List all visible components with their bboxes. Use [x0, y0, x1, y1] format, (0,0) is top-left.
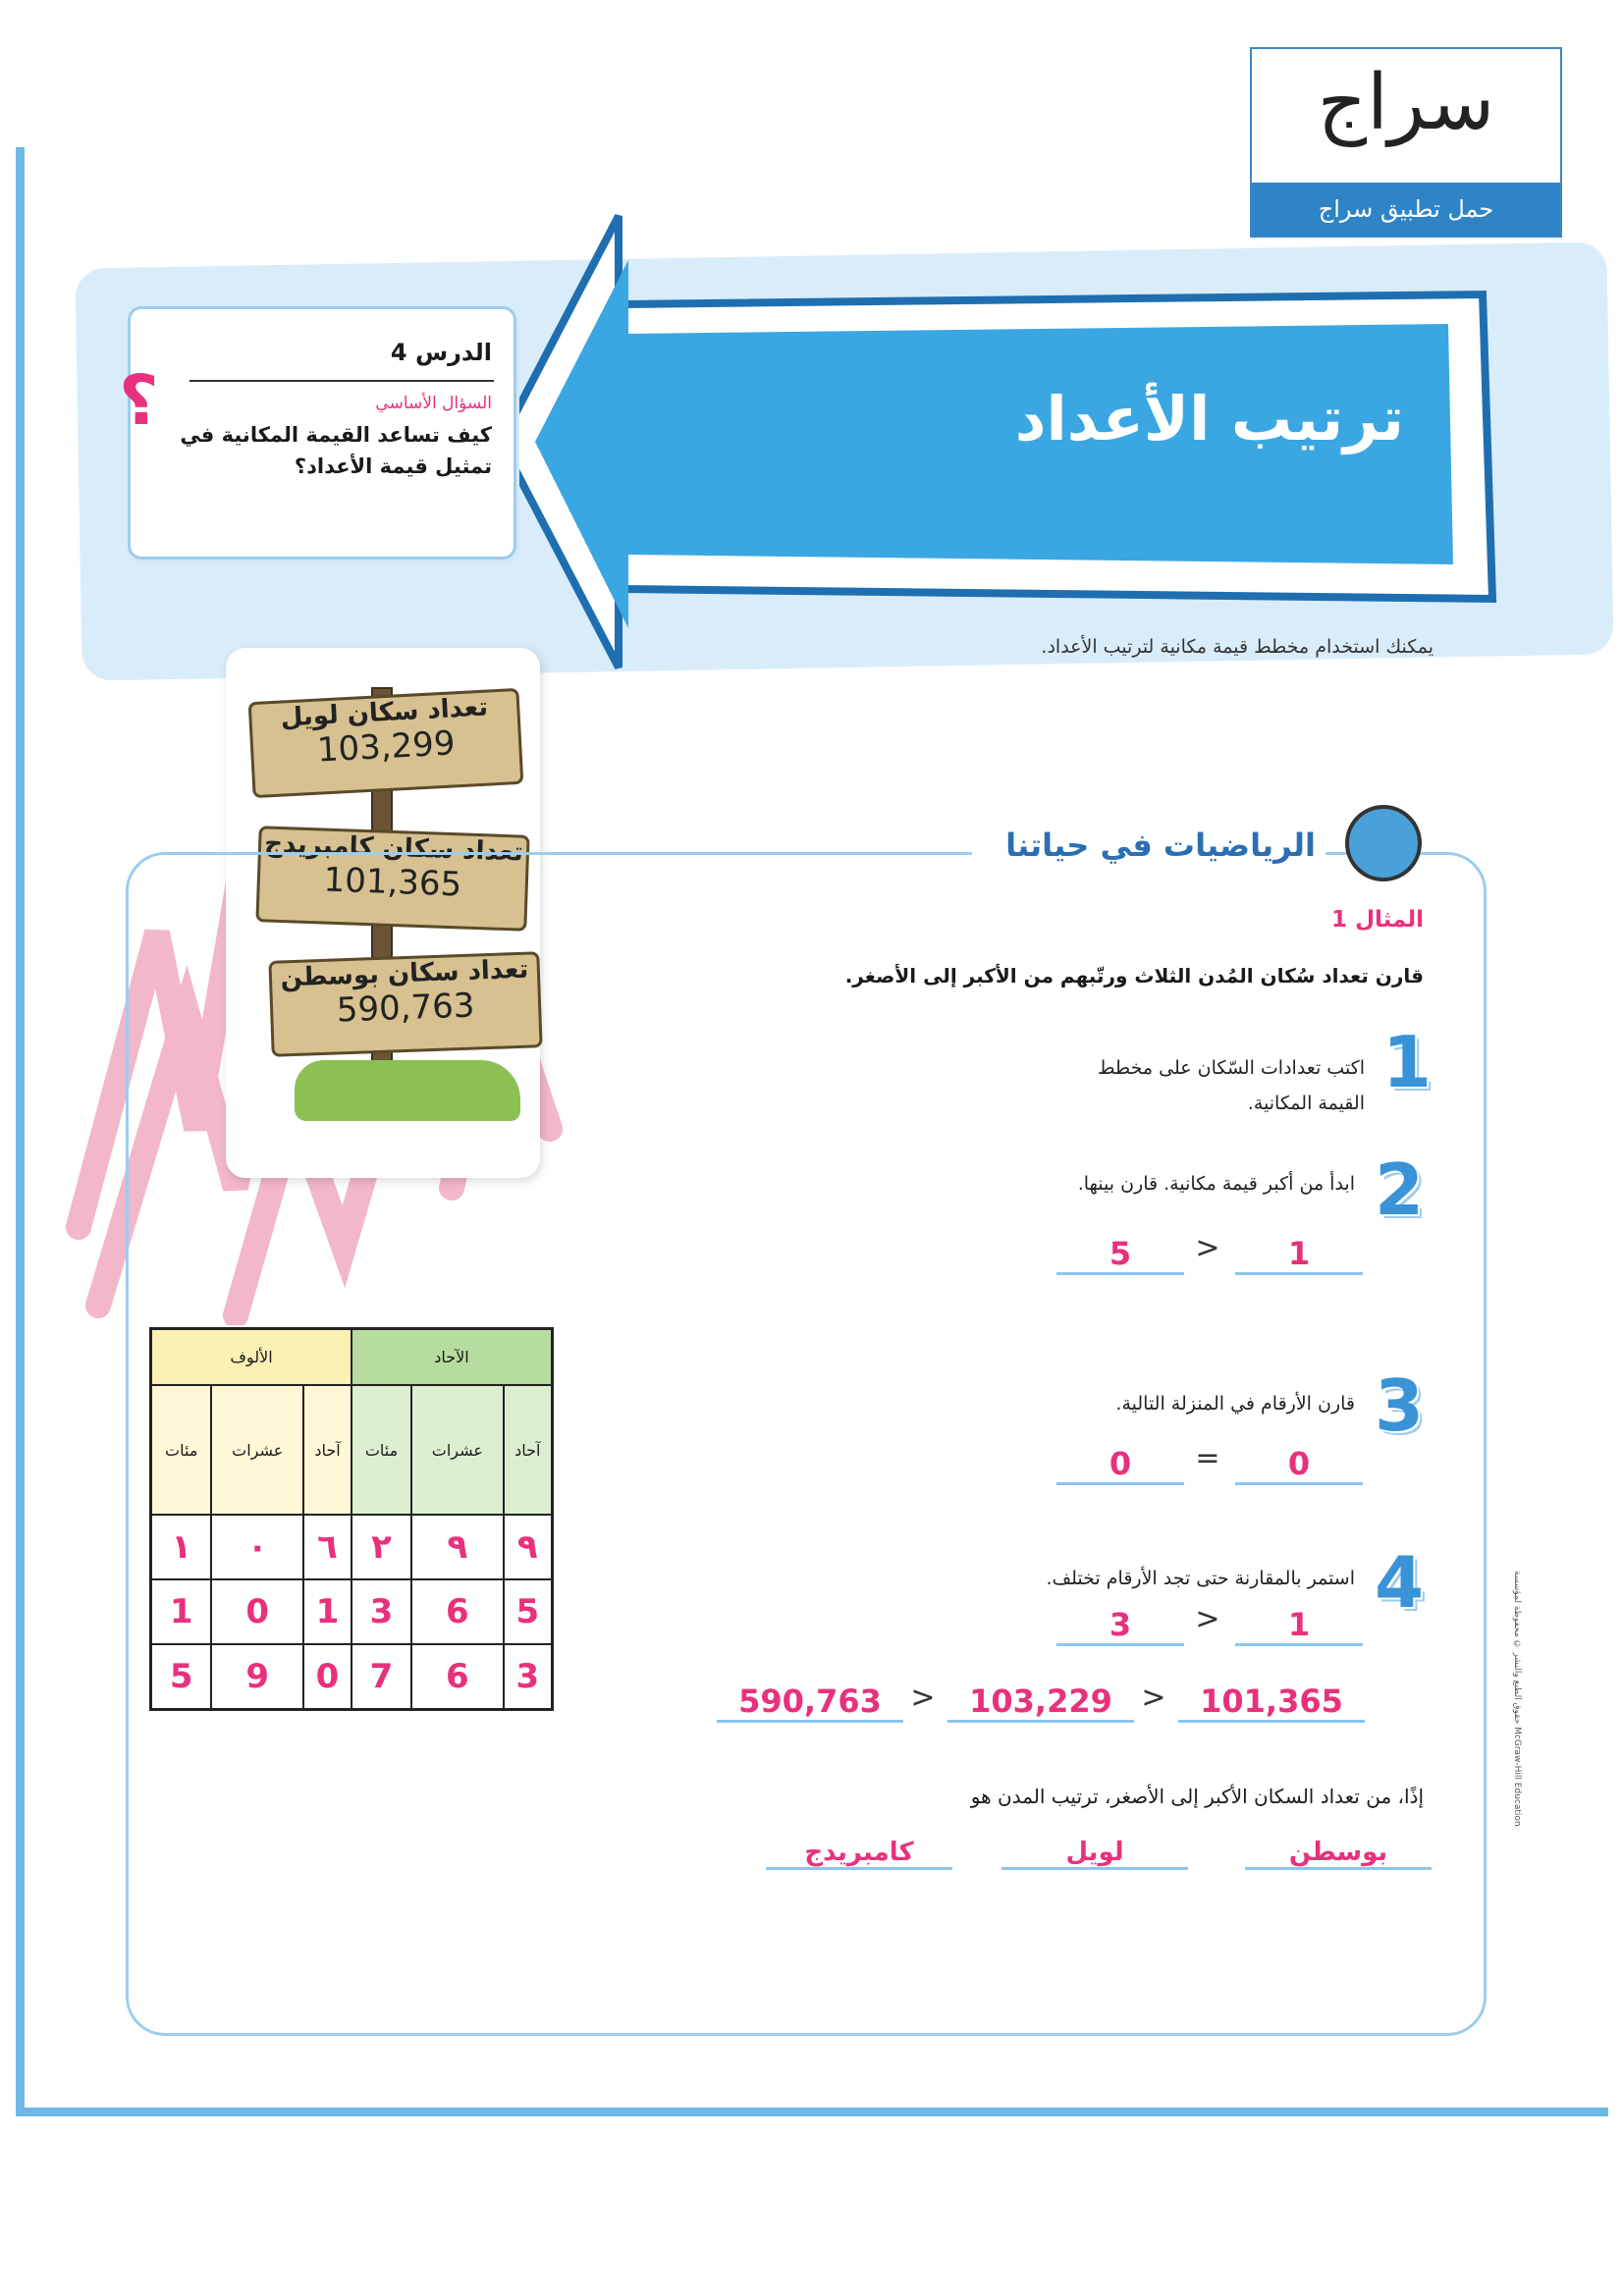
- step-4-text: استمر بالمقارنة حتى تجد الأرقام تختلف.: [1046, 1568, 1355, 1589]
- digit-cell: 7: [352, 1644, 411, 1710]
- copyright-credit: حقوق الطبع والنشر © محفوظة لمؤسسة McGraw-Hill Education: [1512, 1571, 1522, 1827]
- digit-cell: 1: [151, 1579, 212, 1644]
- column-header: عشرات: [211, 1385, 303, 1515]
- column-header: مئات: [151, 1385, 212, 1515]
- sign-title: تعداد سكان كامبريدج: [263, 828, 524, 868]
- city-answer-2: لويل: [1001, 1838, 1188, 1870]
- sign-title: تعداد سكان بوسطن: [280, 954, 529, 993]
- lesson-card: [119, 306, 516, 560]
- page-frame-left: [16, 147, 25, 2115]
- step-2-number: 2: [1375, 1148, 1425, 1231]
- city-answer-3: كامبريدج: [766, 1838, 952, 1870]
- digit-cell: 1: [303, 1579, 352, 1644]
- question-mark-icon: ؟: [119, 360, 159, 441]
- digit-cell: ٢: [352, 1515, 411, 1579]
- column-header: مئات: [352, 1385, 411, 1515]
- step-1-text: اكتب تعدادات السّكان على مخطط القيمة المكانية.: [1098, 1057, 1365, 1114]
- digit-cell: 5: [151, 1644, 212, 1710]
- essential-question: كيف تساعد القيمة المكانية في تمثيل قيمة الأعداد؟: [180, 423, 492, 478]
- digit-cell: 0: [211, 1579, 303, 1644]
- step-4-right-digit: 1: [1235, 1606, 1363, 1646]
- step-1-number: 1: [1382, 1021, 1433, 1103]
- column-header: عشرات: [411, 1385, 504, 1515]
- sign-value: 103,299: [315, 723, 457, 771]
- example-label: المثال 1: [1331, 907, 1424, 933]
- sign-lowell: [248, 688, 524, 798]
- ordered-number-3: 101,365: [1178, 1682, 1365, 1723]
- digit-cell: ٦: [303, 1515, 352, 1579]
- step-3-right-digit: 0: [1235, 1445, 1363, 1485]
- step-4-operator: >: [1195, 1602, 1220, 1636]
- column-header: آحاد: [504, 1385, 553, 1515]
- step-2-right-digit: 1: [1235, 1235, 1363, 1275]
- digit-cell: 6: [411, 1644, 504, 1710]
- digit-cell: 3: [504, 1644, 553, 1710]
- example-question: قارن تعداد سُكان المُدن الثلاث ورتّبهم من الأكبر إلى الأصغر.: [844, 964, 1424, 988]
- lesson-number: الدرس 4: [390, 339, 492, 366]
- step-4-left-digit: 3: [1056, 1606, 1184, 1646]
- essential-question-label: السؤال الأساسي: [375, 394, 492, 413]
- digit-cell: ١: [151, 1515, 212, 1579]
- digit-cell: ٩: [504, 1515, 553, 1579]
- digit-cell: 0: [303, 1644, 352, 1710]
- sign-title: تعداد سكان لويل: [279, 692, 489, 733]
- sign-value: 101,365: [322, 860, 462, 905]
- step-3-text: قارن الأرقام في المنزلة التالية.: [1115, 1393, 1355, 1415]
- step-2-text: ابدأ من أكبر قيمة مكانية. قارن بينها.: [1077, 1173, 1355, 1195]
- ordered-number-2: 103,229: [947, 1682, 1134, 1723]
- digit-cell: 5: [504, 1579, 553, 1644]
- group-thousands: الألوف: [151, 1329, 352, 1386]
- column-header: آحاد: [303, 1385, 352, 1515]
- city-answer-1: بوسطن: [1245, 1838, 1432, 1870]
- group-ones: الآحاد: [352, 1329, 553, 1386]
- ordered-number-1: 590,763: [717, 1682, 903, 1723]
- logo-tagline: حمل تطبيق سراج: [1252, 183, 1560, 236]
- step-4-number: 4: [1375, 1541, 1425, 1624]
- card-divider: [189, 380, 494, 382]
- ordering-operator-1: >: [910, 1681, 936, 1715]
- lesson-objective: يمكنك استخدام مخطط قيمة مكانية لترتيب الأعداد.: [1041, 636, 1434, 658]
- ordering-operator-2: >: [1141, 1681, 1166, 1715]
- step-3-operator: =: [1195, 1441, 1220, 1475]
- step-2-operator: >: [1195, 1231, 1220, 1265]
- globe-icon: [1345, 805, 1422, 881]
- step-2-left-digit: 5: [1056, 1235, 1184, 1275]
- logo-name: سراج: [1317, 59, 1495, 147]
- step-3-left-digit: 0: [1056, 1445, 1184, 1485]
- digit-cell: ٠: [211, 1515, 303, 1579]
- digit-cell: 9: [211, 1644, 303, 1710]
- sign-value: 590,763: [336, 986, 476, 1031]
- page-title: ترتيب الأعداد: [1014, 383, 1404, 454]
- digit-cell: ٩: [411, 1515, 504, 1579]
- page-frame-bottom: [16, 2108, 1608, 2116]
- section-title: الرياضيات في حياتنا: [972, 827, 1325, 864]
- step-3-number: 3: [1375, 1364, 1425, 1447]
- digit-cell: 3: [352, 1579, 411, 1644]
- conclusion-text: إذًا، من تعداد السكان الأكبر إلى الأصغر، ترتيب المدن هو: [970, 1785, 1424, 1808]
- digit-cell: 6: [411, 1579, 504, 1644]
